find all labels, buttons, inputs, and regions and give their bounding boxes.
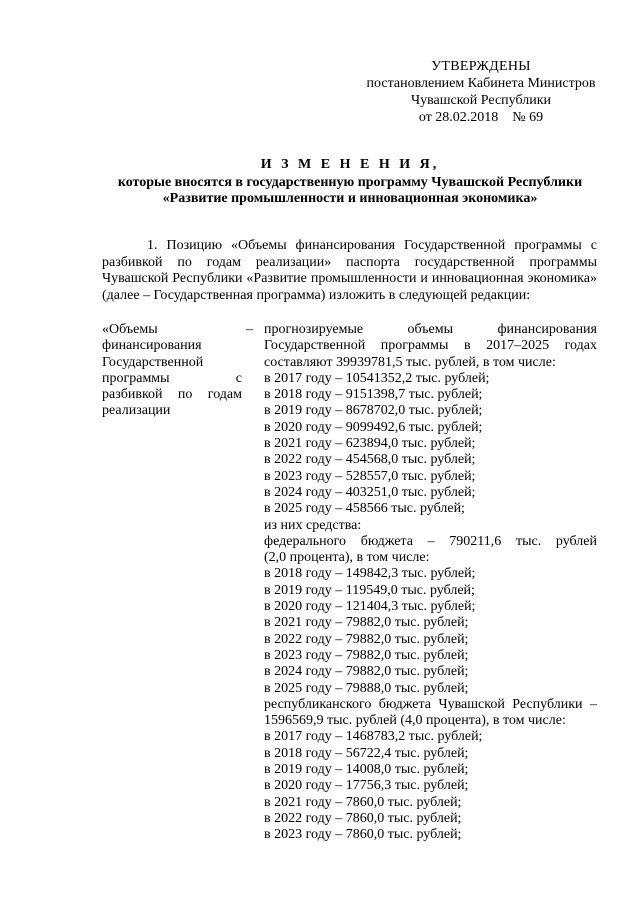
approval-line-3: от 28.02.2018 № 69: [418, 110, 544, 125]
list-item: в 2018 году – 9151398,7 тыс. рублей;: [264, 387, 483, 403]
total-by-year-list: [264, 371, 597, 518]
of-which-label: из них средства:: [264, 517, 362, 533]
list-item: в 2023 году – 528557,0 тыс. рублей;: [264, 468, 476, 484]
republic-budget: республиканского бюджета Чувашской Республики – 1596569,9 тыс. рублей (4,0 процента), в том числе:: [264, 696, 597, 729]
list-item: в 2024 году – 403251,0 тыс. рублей;: [264, 484, 476, 500]
list-item: в 2024 году – 79882,0 тыс. рублей;: [264, 664, 469, 680]
list-item: в 2022 году – 454568,0 тыс. рублей;: [264, 452, 476, 468]
list-item: в 2025 году – 79888,0 тыс. рублей;: [264, 680, 469, 696]
federal-budget-line-1: федерального бюджета – 790211,6 тыс. рублей: [264, 533, 597, 549]
list-item: в 2019 году – 119549,0 тыс. рублей;: [264, 582, 475, 598]
list-item: в 2021 году – 79882,0 тыс. рублей;: [264, 615, 469, 631]
intro-paragraph: 1. Позицию «Объемы финансирования Государственной программы с разбивкой по годам реализации» паспорта государственной программы Чувашской Республики «Развитие промышленности и инновационная экономика» (далее – Государственная программа) изложить в следующей редакции:: [102, 238, 597, 303]
list-item: в 2020 году – 17756,3 тыс. рублей;: [264, 778, 469, 794]
approval-line-1: постановлением Кабинета Министров: [366, 76, 596, 91]
list-item: в 2020 году – 9099492,6 тыс. рублей;: [264, 419, 483, 435]
heading-subtitle-1: которые вносятся в государственную программу Чувашской Республики: [117, 175, 583, 190]
approval-line-2: Чувашской Республики: [410, 93, 552, 108]
list-item: в 2017 году – 10541352,2 тыс. рублей;: [264, 370, 490, 386]
list-item: в 2019 году – 8678702,0 тыс. рублей;: [264, 403, 483, 419]
list-item: в 2017 году – 1468783,2 тыс. рублей;: [264, 729, 483, 745]
approval-stamp: [356, 58, 606, 126]
position-label: «Объемы финансирования Государственной программы с разбивкой по годам реализации: [102, 322, 242, 419]
list-item: в 2019 году – 14008,0 тыс. рублей;: [264, 762, 469, 778]
republic-by-year-list: [264, 729, 597, 843]
position-content: [264, 322, 597, 844]
list-item: в 2020 году – 121404,3 тыс. рублей;: [264, 599, 476, 615]
changes-title: И З М Е Н Е Н И Я,: [260, 157, 440, 172]
forecast-total: прогнозируемые объемы финансирования Государственной программы в 2017–2025 годах составляют 39939781,5 тыс. рублей, в том числе:: [264, 322, 597, 370]
list-item: в 2023 году – 7860,0 тыс. рублей;: [264, 827, 462, 843]
heading-subtitle-2: «Развитие промышленности и инновационная экономика»: [162, 191, 538, 206]
list-item: в 2018 году – 149842,3 тыс. рублей;: [264, 566, 476, 582]
list-item: в 2021 году – 623894,0 тыс. рублей;: [264, 436, 476, 452]
list-item: в 2025 году – 458566 тыс. рублей;: [264, 501, 465, 517]
federal-budget-line-2: (2,0 процента), в том числе:: [264, 550, 430, 566]
list-item: в 2022 году – 7860,0 тыс. рублей;: [264, 810, 462, 826]
list-item: в 2021 году – 7860,0 тыс. рублей;: [264, 794, 462, 810]
approval-title: УТВЕРЖДЕНЫ: [431, 59, 531, 74]
document-heading: [80, 157, 620, 207]
federal-by-year-list: [264, 566, 597, 696]
list-item: в 2022 году – 79882,0 тыс. рублей;: [264, 631, 469, 647]
list-item: в 2023 году – 79882,0 тыс. рублей;: [264, 647, 469, 663]
list-item: в 2018 году – 56722,4 тыс. рублей;: [264, 745, 469, 761]
position-dash: –: [246, 322, 253, 337]
